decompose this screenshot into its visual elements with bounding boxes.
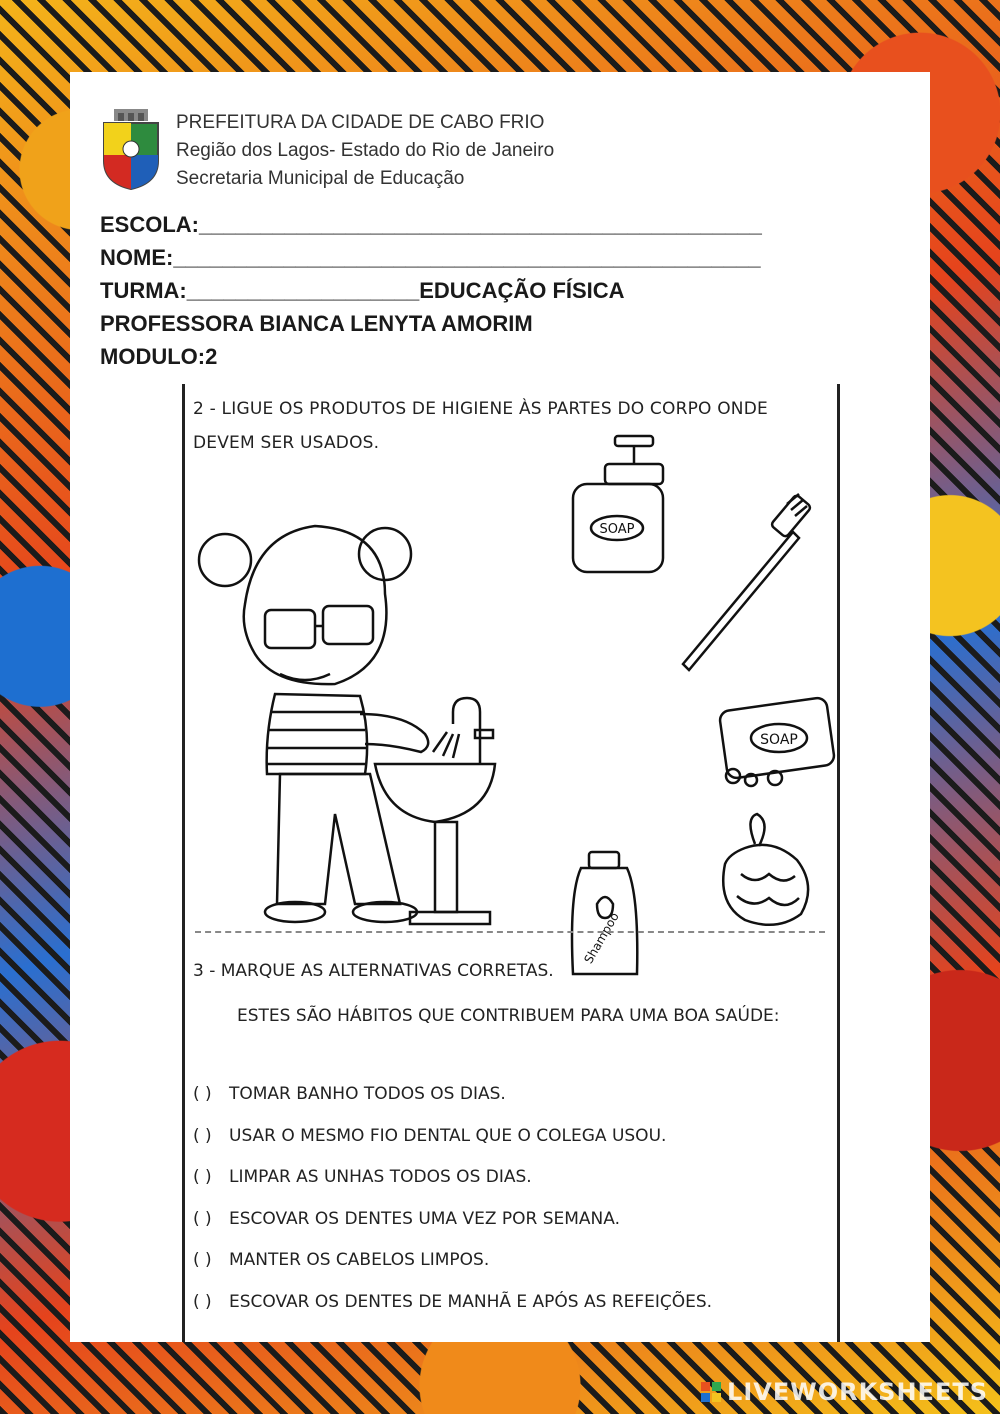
option-label: TOMAR BANHO TODOS OS DIAS. [229, 1084, 506, 1104]
nome-field[interactable]: NOME:________________________________________________ [100, 245, 761, 270]
question-2-text: 2 - LIGUE OS PRODUTOS DE HIGIENE ÀS PARTES DO CORPO ONDE DEVEM SER USADOS. [193, 399, 768, 453]
bath-sponge-icon [723, 814, 808, 925]
soap-bar-icon [719, 697, 835, 786]
turma-field[interactable]: TURMA:___________________EDUCAÇÃO FÍSICA [100, 278, 625, 303]
option-item[interactable] [193, 1199, 712, 1241]
header-line-regiao: Região dos Lagos- Estado do Rio de Janeiro [176, 139, 555, 161]
question-3-options [193, 1074, 712, 1324]
professora-line: PROFESSORA BIANCA LENYTA AMORIM [100, 311, 533, 336]
question-3-intro: ESTES SÃO HÁBITOS QUE CONTRIBUEM PARA UMA BOA SAÚDE: [237, 1006, 780, 1026]
checkbox[interactable]: ( ) [193, 1291, 212, 1312]
header-line-prefeitura: PREFEITURA DA CIDADE DE CABO FRIO [176, 111, 545, 133]
city-crest-icon [100, 109, 162, 191]
sink-icon [375, 698, 495, 924]
question-3-title: 3 - MARQUE AS ALTERNATIVAS CORRETAS. [193, 961, 554, 981]
escola-field[interactable]: ESCOLA:______________________________________________ [100, 212, 762, 237]
worksheet-page [70, 72, 930, 1342]
liveworksheets-watermark [701, 1378, 988, 1406]
shampoo-label: Shampoo [581, 910, 622, 966]
soap-pump-icon [573, 436, 663, 572]
header-line-secretaria: Secretaria Municipal de Educação [176, 167, 465, 189]
option-label: LIMPAR AS UNHAS TODOS OS DIAS. [229, 1167, 532, 1188]
shampoo-bottle-icon [572, 852, 637, 974]
hygiene-illustration [185, 434, 837, 966]
checkbox[interactable]: ( ) [193, 1208, 212, 1229]
option-item[interactable] [193, 1282, 712, 1324]
header-logo [100, 102, 610, 198]
exercise-sheet [182, 384, 840, 1342]
checkbox[interactable]: ( ) [193, 1250, 212, 1271]
option-item[interactable] [193, 1157, 712, 1199]
girl-washing-hands-icon [199, 526, 428, 922]
option-label: MANTER OS CABELOS LIMPOS. [229, 1250, 490, 1271]
checkbox[interactable]: ( ) [193, 1084, 212, 1104]
option-item[interactable] [193, 1116, 712, 1158]
option-item[interactable] [193, 1240, 712, 1282]
toothbrush-icon [683, 494, 812, 670]
soap-bar-label: SOAP [760, 732, 798, 748]
option-label: ESCOVAR OS DENTES UMA VEZ POR SEMANA. [229, 1208, 621, 1229]
liveworksheets-logo-icon [701, 1382, 721, 1402]
option-item[interactable] [193, 1074, 712, 1116]
watermark-text: LIVEWORKSHEETS [727, 1378, 988, 1406]
soap-pump-label: SOAP [599, 522, 635, 537]
option-label: ESCOVAR OS DENTES DE MANHÃ E APÓS AS REFEIÇÕES. [229, 1291, 713, 1312]
checkbox[interactable]: ( ) [193, 1167, 212, 1188]
option-label: USAR O MESMO FIO DENTAL QUE O COLEGA USOU. [229, 1125, 667, 1146]
modulo-line: MODULO:2 [100, 344, 218, 369]
checkbox[interactable]: ( ) [193, 1125, 212, 1146]
section-divider [195, 931, 825, 933]
student-fields [100, 208, 860, 373]
